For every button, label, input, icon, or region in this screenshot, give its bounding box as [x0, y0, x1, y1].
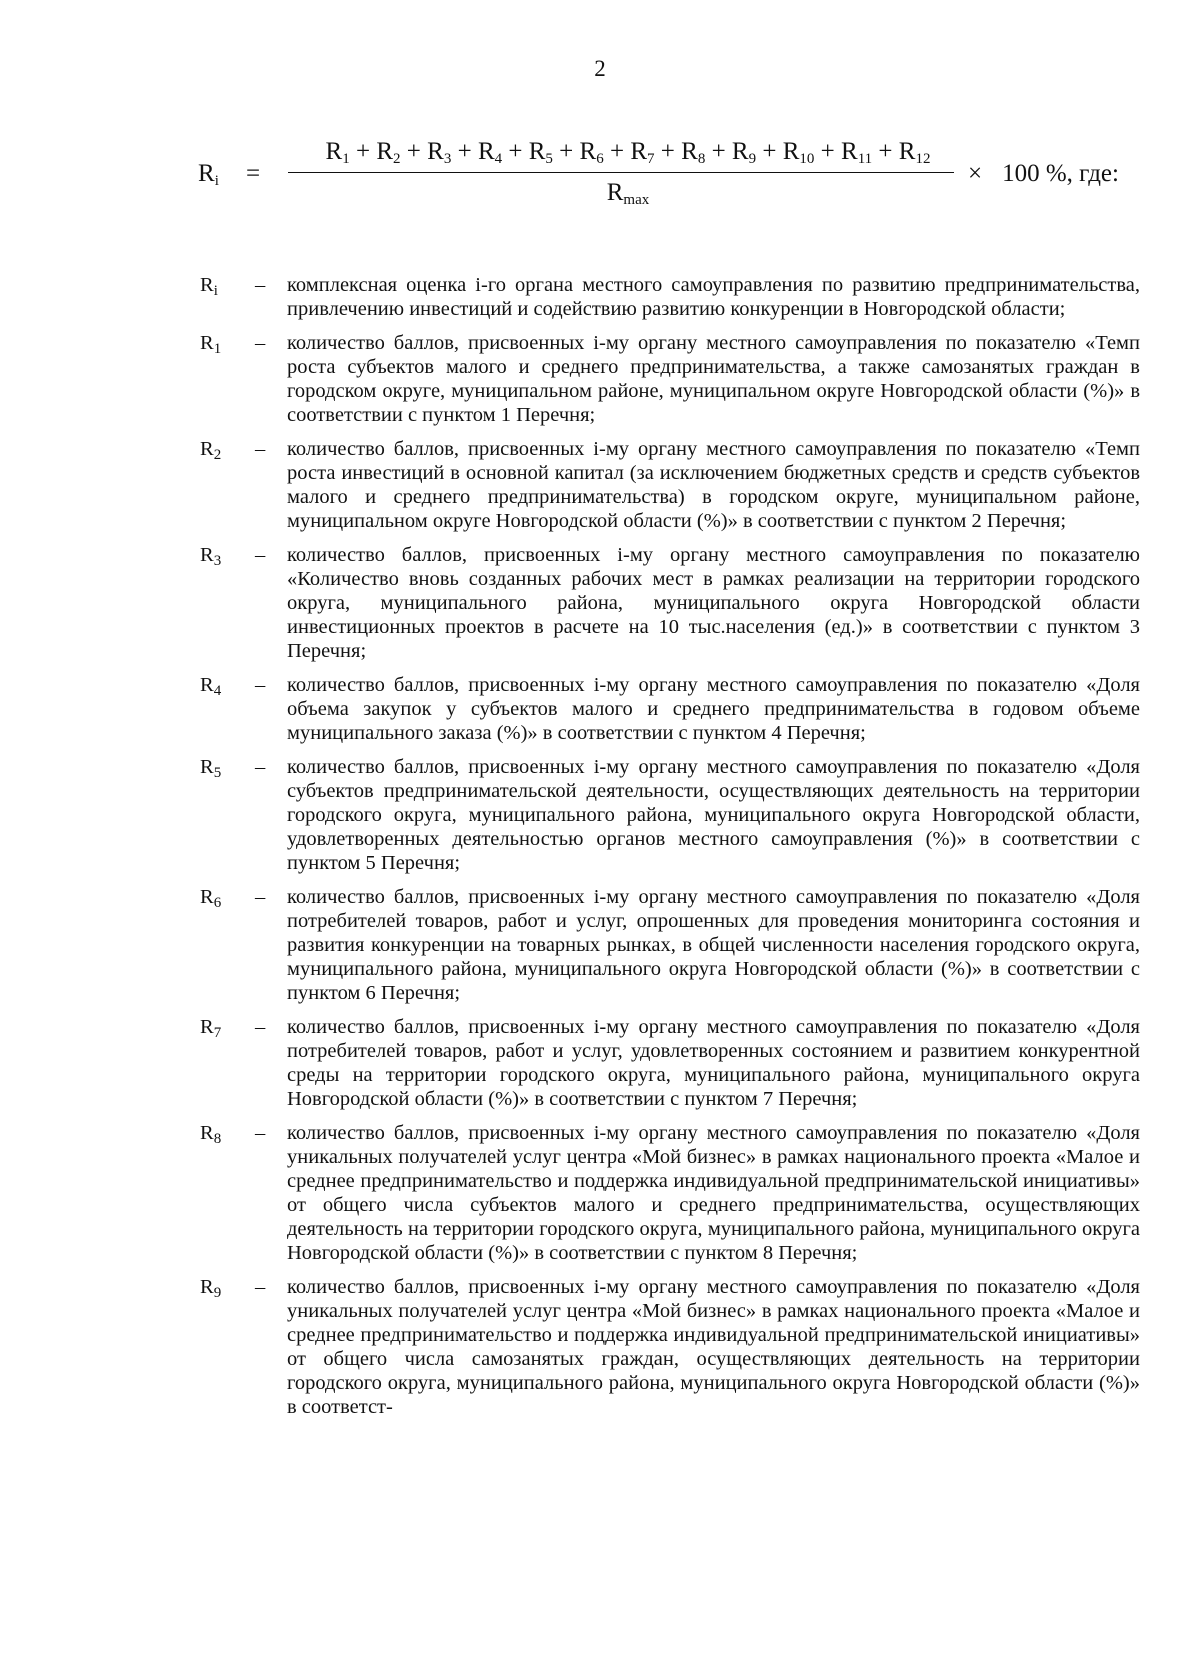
- formula-equals: =: [246, 160, 261, 187]
- numerator-term: $R_5$: [528, 138, 553, 167]
- plus-sign: +: [502, 138, 529, 165]
- definition-text: количество баллов, присвоенных i-му органу местного самоуправления по показателю «Доля потребителей товаров, работ и услуг, опрошенных для проведения мониторинга состояния и развития конкуренции на товарных рынках, в общей численности населения городского округа, муниципального района, муниципального округа Новгородской области (%)» в соответствии с пунктом 6 Перечня;: [287, 886, 1140, 1004]
- definition-text: количество баллов, присвоенных i-му органу местного самоуправления по показателю «Количество вновь созданных рабочих мест в рамках реализации на территории городского округа, муниципального района, муниципального округа Новгородской области инвестиционных проектов в расчете на 10 тыс.населения (ед.)» в соответствии с пунктом 3 Перечня;: [287, 544, 1140, 662]
- definition-dash: –: [255, 332, 266, 354]
- plus-sign: +: [603, 138, 631, 165]
- definition-dash: –: [255, 674, 266, 696]
- definition-item: [200, 437, 1140, 533]
- numerator-term: $R_3$: [427, 138, 452, 167]
- definition-symbol: $R_1$: [200, 332, 222, 357]
- formula-tail: [968, 160, 1119, 188]
- definition-text: количество баллов, присвоенных i-му органу местного самоуправления по показателю «Доля объема закупок у субъектов малого и среднего предпринимательства в годовом объеме муниципального заказа (%)» в соответствии с пунктом 4 Перечня;: [287, 674, 1140, 744]
- definitions-list: [200, 273, 1140, 1429]
- plus-sign: +: [654, 138, 682, 165]
- numerator-term: $R_{12}$: [898, 138, 931, 167]
- definition-text: количество баллов, присвоенных i-му органу местного самоуправления по показателю «Доля субъектов предпринимательской деятельности, осуществляющих деятельность на территории городского округа, муниципального района, муниципального округа Новгородской области, удовлетворенных деятельностью органов местного самоуправления (%)» в соответствии с пунктом 5 Перечня;: [287, 756, 1140, 874]
- definition-symbol: $R_9$: [200, 1276, 222, 1301]
- numerator-term: $R_{11}$: [841, 138, 873, 167]
- definition-item: [200, 885, 1140, 1005]
- definition-dash: –: [255, 438, 266, 460]
- plus-sign: +: [814, 138, 842, 165]
- definition-dash: –: [255, 1016, 266, 1038]
- definition-symbol: $R_7$: [200, 1016, 222, 1041]
- page-number: 2: [594, 56, 606, 81]
- definition-item: [200, 673, 1140, 745]
- definition-dash: –: [255, 886, 266, 908]
- definition-text: количество баллов, присвоенных i-му органу местного самоуправления по показателю «Доля потребителей товаров, работ и услуг, удовлетворенных состоянием и развитием конкурентной среды на территории городского округа, муниципального района, муниципального округа Новгородской области (%)» в соответствии с пунктом 7 Перечня;: [287, 1016, 1140, 1110]
- formula: [0, 0, 1200, 240]
- definition-item: [200, 1121, 1140, 1265]
- definition-item: [200, 755, 1140, 875]
- definition-text: количество баллов, присвоенных i-му органу местного самоуправления по показателю «Доля уникальных получателей услуг центра «Мой бизнес» в рамках национального проекта «Малое и среднее предпринимательство и поддержка индивидуальной предпринимательской инициативы» от общего числа самозанятых граждан, осуществляющих деятельность на территории городского округа, муниципального района, муниципального округа Новгородской области (%)» в соответст-: [287, 1276, 1140, 1418]
- definition-item: [200, 543, 1140, 663]
- definition-text: количество баллов, присвоенных i-му органу местного самоуправления по показателю «Доля уникальных получателей услуг центра «Мой бизнес» в рамках национального проекта «Малое и среднее предпринимательство и поддержка индивидуальной предпринимательской инициативы» от общего числа субъектов малого и среднего предпринимательства, осуществляющих деятельность на территории городского округа, муниципального района, муниципального округа Новгородской области (%)» в соответствии с пунктом 8 Перечня;: [287, 1122, 1140, 1264]
- definition-text: комплексная оценка i-го органа местного самоуправления по развитию предпринимательства, привлечению инвестиций и содействию развитию конкуренции в Новгородской области;: [287, 274, 1140, 320]
- formula-numerator: [302, 138, 954, 166]
- numerator-term: $R_9$: [731, 138, 757, 167]
- times-sign: ×: [968, 160, 983, 187]
- definition-symbol: $R_5$: [200, 756, 222, 781]
- numerator-term: $R_{10}$: [782, 138, 815, 167]
- definition-symbol: $R_2$: [200, 438, 222, 463]
- plus-sign: +: [451, 138, 478, 165]
- definition-symbol: $R_8$: [200, 1122, 222, 1147]
- definition-symbol: $R_6$: [200, 886, 222, 911]
- definition-item: [200, 1015, 1140, 1111]
- formula-tail-text: 100 %, где:: [1002, 160, 1119, 187]
- definition-symbol: $R_4$: [200, 674, 222, 699]
- definition-dash: –: [255, 1122, 266, 1144]
- plus-sign: +: [705, 138, 732, 165]
- definition-symbol: $R_i$: [200, 274, 218, 299]
- numerator-term: $R_4$: [477, 138, 503, 167]
- formula-denominator: $R_{max}$: [606, 179, 650, 208]
- definition-symbol: $R_3$: [200, 544, 222, 569]
- numerator-term: $R_8$: [681, 138, 706, 167]
- fraction-line: [288, 172, 954, 173]
- plus-sign: +: [400, 138, 428, 165]
- numerator-term: $R_2$: [376, 138, 401, 167]
- definition-text: количество баллов, присвоенных i-му органу местного самоуправления по показателю «Темп роста субъектов малого и среднего предпринимательства, а также самозанятых граждан в городском округе, муниципальном районе, муниципальном округе Новгородской области (%)» в соответствии с пунктом 1 Перечня;: [287, 332, 1140, 426]
- plus-sign: +: [872, 138, 899, 165]
- definition-dash: –: [255, 274, 266, 296]
- definition-dash: –: [255, 544, 266, 566]
- numerator-term: $R_6$: [579, 138, 604, 167]
- formula-lhs: $R_i$: [198, 160, 219, 189]
- definition-dash: –: [255, 756, 266, 778]
- definition-text: количество баллов, присвоенных i-му органу местного самоуправления по показателю «Темп роста инвестиций в основной капитал (за исключением бюджетных средств и средств субъектов малого и среднего предпринимательства) в городском округе, муниципальном районе, муниципальном округе Новгородской области (%)» в соответствии с пунктом 2 Перечня;: [287, 438, 1140, 532]
- plus-sign: +: [552, 138, 580, 165]
- definition-item: [200, 331, 1140, 427]
- definition-item: [200, 273, 1140, 321]
- definition-dash: –: [255, 1276, 266, 1298]
- numerator-term: $R_7$: [630, 138, 655, 167]
- plus-sign: +: [756, 138, 783, 165]
- numerator-term: $R_1$: [325, 138, 350, 167]
- definition-item: [200, 1275, 1140, 1419]
- plus-sign: +: [349, 138, 377, 165]
